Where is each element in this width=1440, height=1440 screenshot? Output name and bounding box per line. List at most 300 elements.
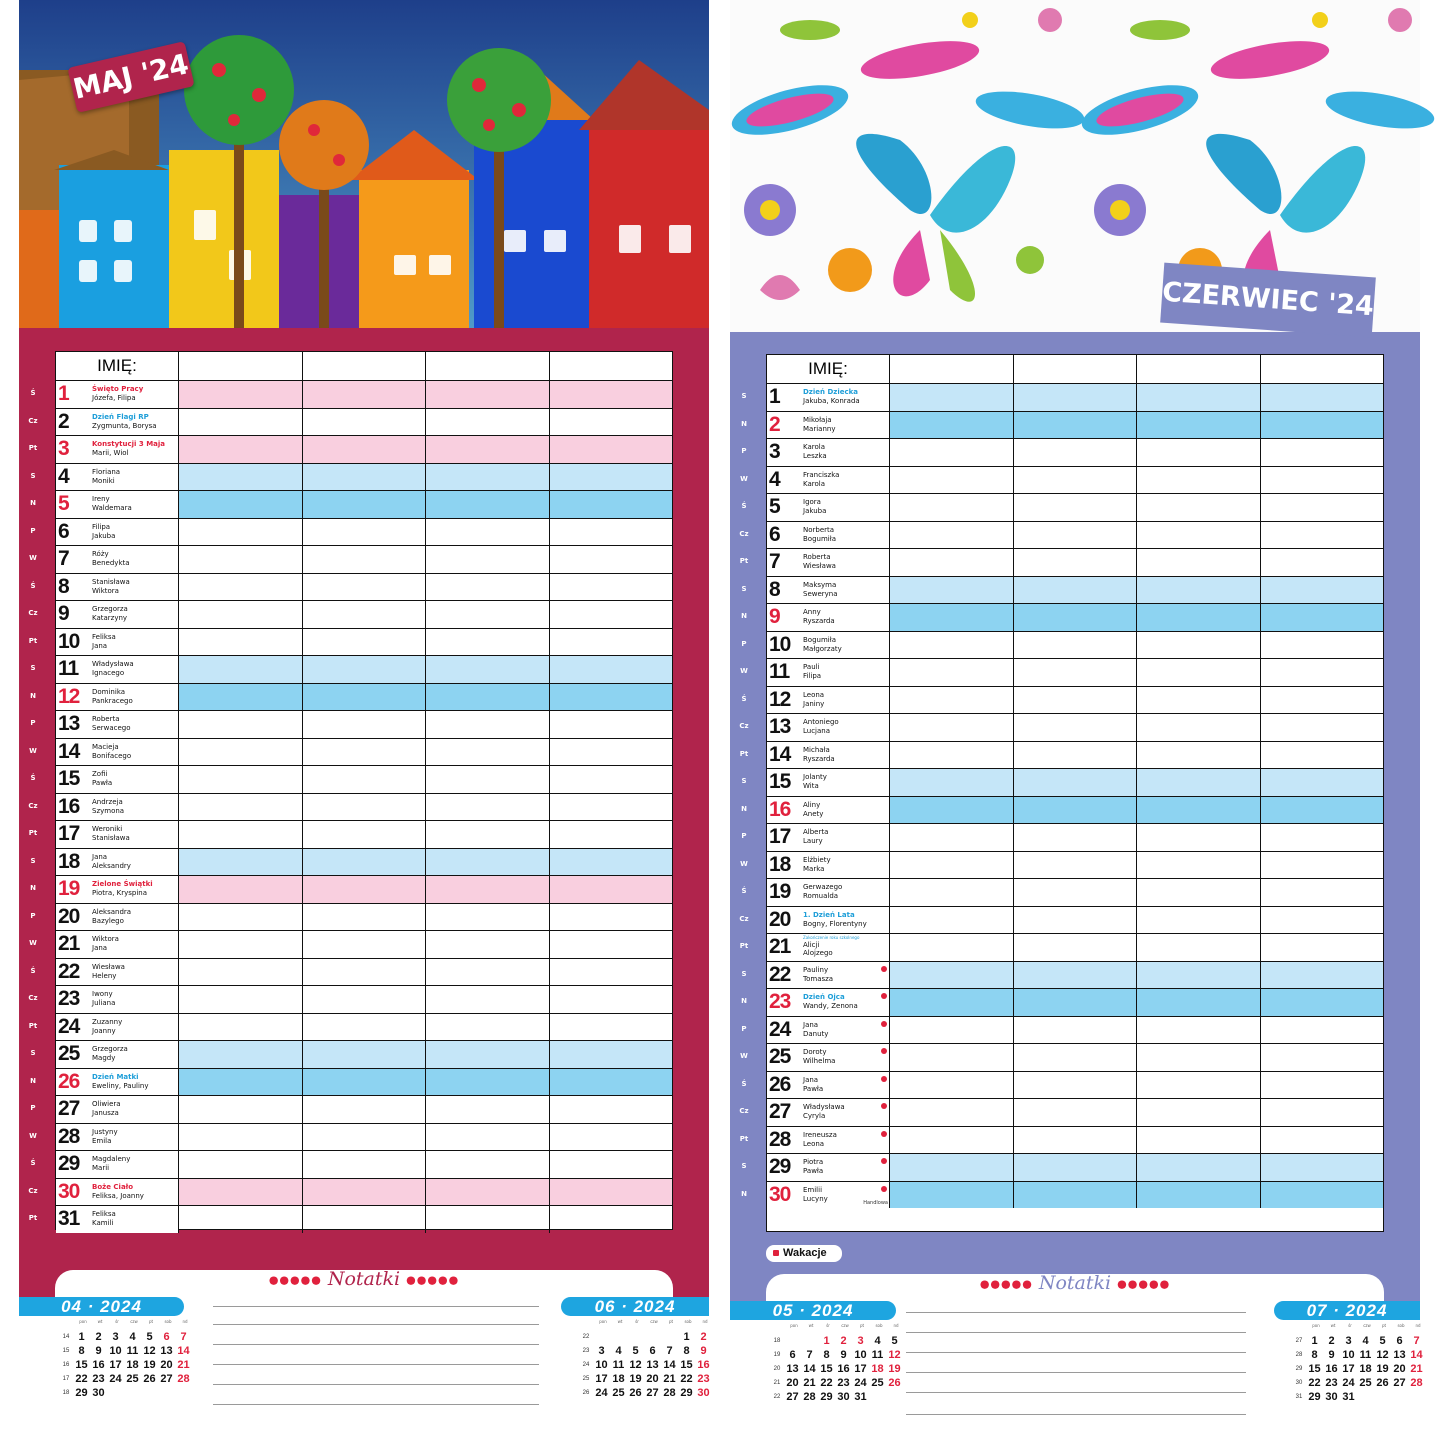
planner-cell[interactable]	[426, 601, 550, 628]
planner-cell[interactable]	[179, 574, 303, 601]
planner-cell[interactable]	[890, 577, 1014, 604]
planner-cell[interactable]	[890, 769, 1014, 796]
planner-cell[interactable]	[1261, 659, 1384, 686]
planner-cell[interactable]	[303, 931, 427, 958]
person-column-4[interactable]	[1261, 355, 1384, 383]
planner-cell[interactable]	[550, 436, 673, 463]
planner-cell[interactable]	[1261, 439, 1384, 466]
planner-cell[interactable]	[1261, 522, 1384, 549]
planner-cell[interactable]	[1261, 852, 1384, 879]
planner-cell[interactable]	[550, 904, 673, 931]
planner-cell[interactable]	[303, 739, 427, 766]
planner-cell[interactable]	[1137, 687, 1261, 714]
planner-cell[interactable]	[303, 656, 427, 683]
planner-cell[interactable]	[1137, 632, 1261, 659]
planner-cell[interactable]	[1137, 1182, 1261, 1209]
planner-cell[interactable]	[550, 794, 673, 821]
planner-cell[interactable]	[179, 959, 303, 986]
planner-cell[interactable]	[426, 876, 550, 903]
planner-cell[interactable]	[1261, 687, 1384, 714]
weekday-abbr: Cz	[28, 609, 38, 617]
planner-cell[interactable]	[1014, 714, 1138, 741]
planner-cell[interactable]	[1261, 1099, 1384, 1126]
planner-cell[interactable]	[179, 491, 303, 518]
planner-cell[interactable]	[1261, 1044, 1384, 1071]
planner-cell[interactable]	[550, 766, 673, 793]
planner-cell[interactable]	[550, 711, 673, 738]
planner-cell[interactable]	[1014, 1182, 1138, 1209]
planner-cell[interactable]	[426, 711, 550, 738]
planner-cell[interactable]	[1014, 1072, 1138, 1099]
day-number: 29	[769, 1155, 791, 1178]
planner-cell[interactable]	[426, 849, 550, 876]
planner-cell[interactable]	[303, 464, 427, 491]
planner-cell[interactable]	[426, 574, 550, 601]
planner-cell[interactable]	[1014, 604, 1138, 631]
planner-cell[interactable]	[1014, 412, 1138, 439]
planner-cell[interactable]	[1014, 742, 1138, 769]
weekday-abbr: S	[30, 1049, 36, 1057]
planner-cell[interactable]	[426, 739, 550, 766]
planner-cell[interactable]	[1137, 1072, 1261, 1099]
planner-cell[interactable]	[303, 876, 427, 903]
planner-cell[interactable]	[1137, 659, 1261, 686]
planner-cell[interactable]	[303, 766, 427, 793]
planner-cell[interactable]	[890, 907, 1014, 934]
planner-cell[interactable]	[550, 1151, 673, 1178]
planner-cell[interactable]	[1137, 467, 1261, 494]
person-column-2[interactable]	[1014, 355, 1138, 383]
day-row	[767, 521, 1383, 549]
planner-cell[interactable]	[1014, 687, 1138, 714]
planner-cell[interactable]	[426, 1096, 550, 1123]
planner-cell[interactable]	[1261, 879, 1384, 906]
planner-cell[interactable]	[1014, 659, 1138, 686]
planner-cell[interactable]	[1261, 467, 1384, 494]
planner-cell[interactable]	[550, 491, 673, 518]
planner-cell[interactable]	[426, 1151, 550, 1178]
planner-cell[interactable]	[1137, 1127, 1261, 1154]
planner-cell[interactable]	[1014, 494, 1138, 521]
planner-cell[interactable]	[1137, 549, 1261, 576]
planner-cell[interactable]	[1261, 714, 1384, 741]
planner-cell[interactable]	[1014, 797, 1138, 824]
planner-cell[interactable]	[890, 1017, 1014, 1044]
day-number: 22	[58, 959, 80, 983]
planner-cell[interactable]	[1261, 742, 1384, 769]
planner-cell[interactable]	[303, 381, 427, 408]
day-label-cell	[767, 604, 890, 631]
planner-cell[interactable]	[303, 821, 427, 848]
planner-cell[interactable]	[890, 494, 1014, 521]
planner-cell[interactable]	[1137, 714, 1261, 741]
planner-cell[interactable]	[426, 1014, 550, 1041]
mini-day: 16	[92, 1359, 105, 1371]
planner-cell[interactable]	[179, 1041, 303, 1068]
planner-cell[interactable]	[179, 436, 303, 463]
planner-cell[interactable]	[550, 959, 673, 986]
planner-cell[interactable]	[303, 986, 427, 1013]
planner-cell[interactable]	[179, 546, 303, 573]
person-column-1[interactable]	[890, 355, 1014, 383]
planner-cell[interactable]	[1014, 1099, 1138, 1126]
planner-cell[interactable]	[179, 519, 303, 546]
planner-cell[interactable]	[426, 1069, 550, 1096]
planner-cell[interactable]	[426, 1179, 550, 1206]
planner-cell[interactable]	[179, 794, 303, 821]
planner-cell[interactable]	[890, 824, 1014, 851]
planner-cell[interactable]	[550, 656, 673, 683]
planner-cell[interactable]	[550, 849, 673, 876]
planner-cell[interactable]	[179, 739, 303, 766]
name-days-second: Cyryla	[803, 1112, 826, 1120]
grid-header	[56, 352, 672, 380]
planner-cell[interactable]	[426, 409, 550, 436]
day-row	[56, 1095, 672, 1123]
planner-cell[interactable]	[1137, 742, 1261, 769]
planner-cell[interactable]	[1014, 1127, 1138, 1154]
name-days: Roberta	[92, 715, 120, 723]
planner-cell[interactable]	[1261, 1127, 1384, 1154]
planner-cell[interactable]	[303, 1069, 427, 1096]
planner-cell[interactable]	[1261, 1182, 1384, 1209]
planner-cell[interactable]	[1014, 824, 1138, 851]
planner-cell[interactable]	[550, 1179, 673, 1206]
day-row	[767, 1126, 1383, 1154]
planner-cell[interactable]	[1137, 522, 1261, 549]
planner-cell[interactable]	[550, 409, 673, 436]
planner-cell[interactable]	[890, 797, 1014, 824]
planner-cell[interactable]	[1261, 1072, 1384, 1099]
planner-cell[interactable]	[1261, 907, 1384, 934]
planner-cell[interactable]	[179, 1069, 303, 1096]
weekday-header	[1252, 1323, 1420, 1329]
planner-cell[interactable]	[179, 821, 303, 848]
planner-cell[interactable]	[890, 1072, 1014, 1099]
planner-cell[interactable]	[303, 436, 427, 463]
planner-cell[interactable]	[550, 821, 673, 848]
day-label-cell	[767, 852, 890, 879]
person-column-1[interactable]	[179, 352, 303, 380]
planner-cell[interactable]	[426, 794, 550, 821]
planner-cell[interactable]	[303, 491, 427, 518]
planner-cell[interactable]	[1014, 1017, 1138, 1044]
planner-cell[interactable]	[1137, 989, 1261, 1016]
planner-cell[interactable]	[303, 574, 427, 601]
planner-cell[interactable]	[890, 852, 1014, 879]
planner-cell[interactable]	[890, 522, 1014, 549]
planner-cell[interactable]	[179, 986, 303, 1013]
planner-cell[interactable]	[890, 439, 1014, 466]
planner-cell[interactable]	[1137, 1154, 1261, 1181]
planner-cell[interactable]	[550, 1014, 673, 1041]
planner-cell[interactable]	[1261, 962, 1384, 989]
planner-cell[interactable]	[179, 1014, 303, 1041]
planner-cell[interactable]	[1261, 494, 1384, 521]
houses-illustration	[19, 0, 709, 328]
planner-cell[interactable]	[303, 629, 427, 656]
planner-cell[interactable]	[1014, 1044, 1138, 1071]
day-label-cell	[767, 1044, 890, 1071]
mini-day: 4	[1362, 1335, 1369, 1347]
planner-cell[interactable]	[550, 519, 673, 546]
planner-cell[interactable]	[550, 876, 673, 903]
day-number: 28	[769, 1127, 791, 1151]
planner-cell[interactable]	[179, 904, 303, 931]
planner-cell[interactable]	[1261, 934, 1384, 961]
mini-day: 12	[1376, 1349, 1389, 1361]
planner-cell[interactable]	[890, 962, 1014, 989]
planner-cell[interactable]	[1137, 494, 1261, 521]
planner-cell[interactable]	[1137, 439, 1261, 466]
planner-cell[interactable]	[179, 1124, 303, 1151]
planner-cell[interactable]	[1137, 1017, 1261, 1044]
planner-cell[interactable]	[550, 684, 673, 711]
planner-cell[interactable]	[303, 1096, 427, 1123]
planner-cell[interactable]	[303, 849, 427, 876]
planner-cell[interactable]	[1261, 1154, 1384, 1181]
planner-cell[interactable]	[426, 986, 550, 1013]
weekday-label: wt	[1330, 1323, 1336, 1328]
planner-cell[interactable]	[1137, 907, 1261, 934]
planner-cell[interactable]	[426, 491, 550, 518]
day-row	[56, 848, 672, 876]
planner-cell[interactable]	[1137, 1044, 1261, 1071]
day-row	[56, 1205, 672, 1233]
planner-cell[interactable]	[179, 601, 303, 628]
planner-cell[interactable]	[1014, 467, 1138, 494]
planner-cell[interactable]	[550, 1206, 673, 1233]
planner-cell[interactable]	[426, 1124, 550, 1151]
planner-cell[interactable]	[890, 742, 1014, 769]
planner-cell[interactable]	[550, 986, 673, 1013]
planner-cell[interactable]	[426, 904, 550, 931]
planner-cell[interactable]	[179, 629, 303, 656]
planner-cell[interactable]	[1137, 412, 1261, 439]
planner-cell[interactable]	[1261, 989, 1384, 1016]
planner-cell[interactable]	[890, 1127, 1014, 1154]
planner-cell[interactable]	[550, 464, 673, 491]
planner-cell[interactable]	[179, 409, 303, 436]
planner-cell[interactable]	[1137, 1099, 1261, 1126]
planner-cell[interactable]	[179, 464, 303, 491]
planner-cell[interactable]	[179, 1179, 303, 1206]
planner-cell[interactable]	[426, 656, 550, 683]
planner-cell[interactable]	[1137, 852, 1261, 879]
planner-cell[interactable]	[303, 1124, 427, 1151]
planner-cell[interactable]	[1014, 962, 1138, 989]
planner-cell[interactable]	[890, 412, 1014, 439]
planner-cell[interactable]	[1014, 384, 1138, 411]
planner-cell[interactable]	[890, 1154, 1014, 1181]
planner-cell[interactable]	[1261, 797, 1384, 824]
planner-cell[interactable]	[1261, 769, 1384, 796]
planner-cell[interactable]	[426, 1041, 550, 1068]
mini-day: 13	[160, 1345, 173, 1357]
planner-cell[interactable]	[890, 384, 1014, 411]
planner-cell[interactable]	[179, 849, 303, 876]
planner-cell[interactable]	[303, 1206, 427, 1233]
planner-cell[interactable]	[1014, 934, 1138, 961]
name-days: Floriana	[92, 467, 121, 476]
planner-cell[interactable]	[1261, 604, 1384, 631]
planner-cell[interactable]	[1014, 907, 1138, 934]
planner-cell[interactable]	[303, 601, 427, 628]
planner-cell[interactable]	[890, 659, 1014, 686]
planner-cell[interactable]	[303, 904, 427, 931]
planner-cell[interactable]	[303, 684, 427, 711]
planner-cell[interactable]	[426, 959, 550, 986]
day-number: 1	[769, 385, 780, 408]
name-days-second: Magdy	[92, 1054, 116, 1062]
planner-cell[interactable]	[179, 1206, 303, 1233]
planner-cell[interactable]	[179, 381, 303, 408]
planner-cell[interactable]	[890, 632, 1014, 659]
planner-cell[interactable]	[550, 1069, 673, 1096]
planner-cell[interactable]	[1261, 1017, 1384, 1044]
weekday-abbr: W	[29, 746, 37, 755]
planner-cell[interactable]	[303, 546, 427, 573]
planner-cell[interactable]	[890, 549, 1014, 576]
planner-cell[interactable]	[890, 989, 1014, 1016]
planner-cell[interactable]	[1137, 604, 1261, 631]
planner-cell[interactable]	[426, 381, 550, 408]
planner-cell[interactable]	[179, 684, 303, 711]
planner-cell[interactable]	[550, 1096, 673, 1123]
planner-cell[interactable]	[179, 711, 303, 738]
planner-cell[interactable]	[1014, 879, 1138, 906]
planner-cell[interactable]	[550, 546, 673, 573]
day-label-cell	[767, 659, 890, 686]
planner-cell[interactable]	[1014, 769, 1138, 796]
planner-cell[interactable]	[303, 519, 427, 546]
planner-cell[interactable]	[1137, 879, 1261, 906]
planner-cell[interactable]	[890, 714, 1014, 741]
planner-cell[interactable]	[179, 876, 303, 903]
planner-cell[interactable]	[426, 821, 550, 848]
person-column-2[interactable]	[303, 352, 427, 380]
planner-cell[interactable]	[1261, 384, 1384, 411]
planner-cell[interactable]	[550, 739, 673, 766]
planner-cell[interactable]	[890, 879, 1014, 906]
planner-cell[interactable]	[1137, 769, 1261, 796]
mini-day: 11	[1359, 1349, 1372, 1361]
planner-cell[interactable]	[426, 546, 550, 573]
planner-cell[interactable]	[426, 931, 550, 958]
mini-day: 6	[163, 1331, 170, 1343]
planner-cell[interactable]	[550, 381, 673, 408]
planner-cell[interactable]	[179, 1096, 303, 1123]
planner-cell[interactable]	[303, 1014, 427, 1041]
person-column-3[interactable]	[426, 352, 550, 380]
planner-cell[interactable]	[890, 467, 1014, 494]
planner-cell[interactable]	[1137, 824, 1261, 851]
planner-cell[interactable]	[179, 656, 303, 683]
planner-cell[interactable]	[1261, 412, 1384, 439]
planner-cell[interactable]	[426, 436, 550, 463]
day-row	[56, 1150, 672, 1178]
planner-cell[interactable]	[1137, 934, 1261, 961]
planner-cell[interactable]	[1261, 549, 1384, 576]
planner-cell[interactable]	[890, 604, 1014, 631]
planner-cell[interactable]	[1014, 522, 1138, 549]
weekday-abbr: Pt	[28, 829, 38, 837]
planner-cell[interactable]	[1014, 989, 1138, 1016]
planner-cell[interactable]	[303, 959, 427, 986]
planner-cell[interactable]	[1137, 962, 1261, 989]
planner-cell[interactable]	[303, 1179, 427, 1206]
planner-cell[interactable]	[890, 1099, 1014, 1126]
planner-cell[interactable]	[426, 766, 550, 793]
planner-cell[interactable]	[179, 766, 303, 793]
planner-cell[interactable]	[1014, 632, 1138, 659]
planner-cell[interactable]	[303, 711, 427, 738]
name-days: Emilii	[803, 1185, 823, 1194]
planner-cell[interactable]	[1014, 1154, 1138, 1181]
planner-cell[interactable]	[426, 684, 550, 711]
planner-cell[interactable]	[890, 934, 1014, 961]
day-number: 29	[58, 1152, 80, 1175]
weekday-label: pon	[1312, 1323, 1320, 1328]
planner-cell[interactable]	[550, 931, 673, 958]
planner-cell[interactable]	[303, 794, 427, 821]
person-column-4[interactable]	[550, 352, 673, 380]
day-row	[56, 408, 672, 436]
planner-cell[interactable]	[1014, 549, 1138, 576]
planner-cell[interactable]	[550, 629, 673, 656]
weekday-abbr: Ś	[741, 694, 747, 703]
planner-cell[interactable]	[1261, 824, 1384, 851]
planner-cell[interactable]	[426, 519, 550, 546]
planner-cell[interactable]	[550, 1041, 673, 1068]
planner-cell[interactable]	[179, 1151, 303, 1178]
name-days-second: Seweryna	[803, 589, 838, 598]
planner-cell[interactable]	[550, 574, 673, 601]
name-days: Marii, Wiol	[92, 449, 129, 457]
planner-cell[interactable]	[303, 1151, 427, 1178]
planner-cell[interactable]	[890, 1044, 1014, 1071]
planner-cell[interactable]	[550, 1124, 673, 1151]
planner-cell[interactable]	[1014, 577, 1138, 604]
person-column-3[interactable]	[1137, 355, 1261, 383]
mini-day: 19	[629, 1373, 642, 1385]
name-days: Feliksa, Joanny	[92, 1191, 144, 1200]
planner-cell[interactable]	[1261, 632, 1384, 659]
planner-cell[interactable]	[1261, 577, 1384, 604]
mini-day: 11	[126, 1345, 139, 1357]
planner-cell[interactable]	[1014, 852, 1138, 879]
name-days: Weroniki	[92, 825, 123, 833]
mini-day: 26	[143, 1373, 156, 1385]
planner-cell[interactable]	[426, 629, 550, 656]
planner-cell[interactable]	[303, 1041, 427, 1068]
notes-title: Notatki	[1038, 1272, 1112, 1294]
planner-cell[interactable]	[426, 1206, 550, 1233]
planner-cell[interactable]	[426, 464, 550, 491]
planner-cell[interactable]	[890, 1182, 1014, 1209]
planner-cell[interactable]	[550, 601, 673, 628]
planner-cell[interactable]	[1014, 439, 1138, 466]
planner-cell[interactable]	[303, 409, 427, 436]
planner-cell[interactable]	[890, 687, 1014, 714]
weekday-label: śr	[635, 1319, 639, 1324]
day-number: 22	[769, 962, 791, 986]
planner-cell[interactable]	[1137, 577, 1261, 604]
planner-cell[interactable]	[1137, 797, 1261, 824]
planner-cell[interactable]	[179, 931, 303, 958]
day-row	[56, 628, 672, 656]
planner-cell[interactable]	[1137, 384, 1261, 411]
